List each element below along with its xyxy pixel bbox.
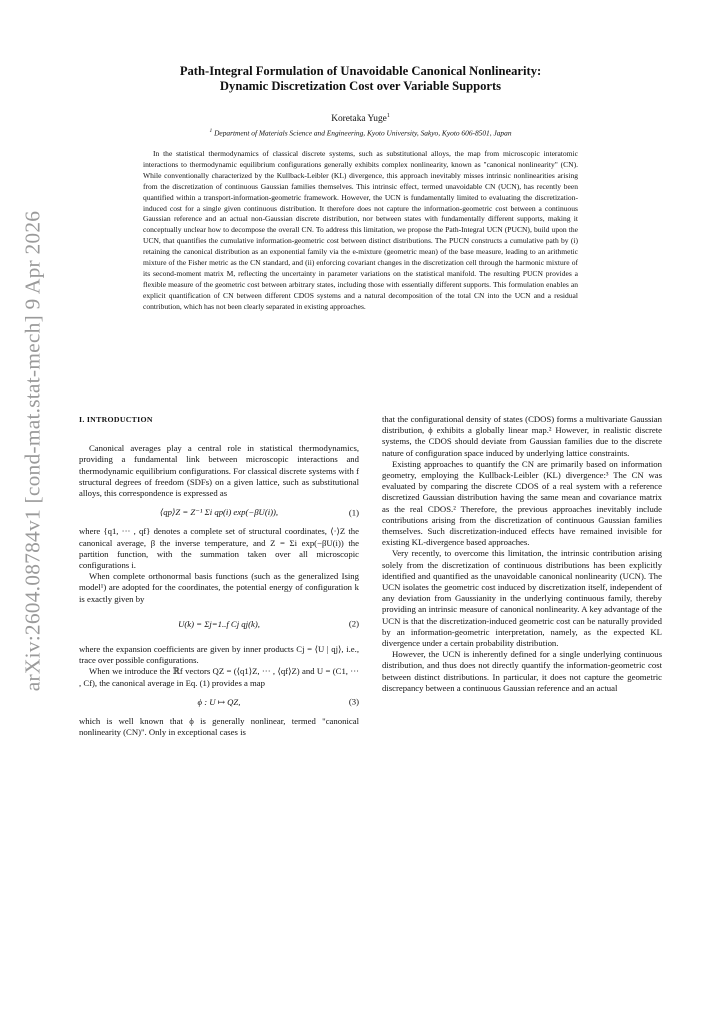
left-column <box>79 413 359 738</box>
paragraph: However, the UCN is inherently defined for a single underlying continuous distribution, and thus does not directly quantify the information-geometric cost between distinct distributions. In particular, it does not capture the geometric discrepancy between a continuous Gaussian reference and an actual <box>382 649 662 693</box>
paragraph: When we introduce the ℝf vectors QZ = (⟨q1⟩Z, ··· , ⟨qf⟩Z) and U = (C1, ··· , Cf), the canonical average in Eq. (1) provides a map <box>79 666 359 688</box>
arxiv-watermark: arXiv:2604.08784v1 [cond-mat.stat-mech] 9 Apr 2026 <box>20 210 45 692</box>
paragraph: where {q1, ··· , qf} denotes a complete set of structural coordinates, ⟨·⟩Z the canonical average, β the inverse temperature, and Z = Σi exp(−βU(i)) the partition function, with the summation taken over all microscopic configurations i. <box>79 526 359 571</box>
abstract: In the statistical thermodynamics of classical discrete systems, such as substitutional alloys, the map from microscopic interatomic interactions to thermodynamic equilibrium configurations generally exhibits complex nonlinearity, known as "canonical nonlinearity" (CN). While conventionally characterized by the Kullback-Leibler (KL) divergence, this approach inevitably misses intrinsic nonlinearities arising from the discretization of continuous Gaussian families themselves. This intrinsic effect, termed unavoidable CN (UCN), has recently been quantified within a transport-information-geometric framework. However, the UCN is fundamentally limited to evaluating the discretization-induced cost for a single given continuous distribution. It therefore does not capture the information-geometric cost between a continuous Gaussian reference and an actual non-Gaussian discrete distribution, nor between states with fundamentally different supports, making it conceptually unclear how to decompose the overall CN. To address this limitation, we propose the Path-Integral UCN (PUCN), build upon the UCN, that quantifies the cumulative information-geometric cost between distinct distributions. The PUCN constructs a cumulative path by (i) retaining the canonical distribution as an exponential family via the e-mixture (geometric mean) of the base measure, leading to an arithmetic mixture of the Fisher metric as the CN standard, and (ii) enforcing covariant changes in the discretization cell through the harmonic mixture of its second-moment matrix M, reflecting the uncertainty in parameter variations on the statistical manifold. The resulting PUCN provides a flexible measure of the geometric cost between arbitrary states, including those with essentially different supports. This formulation enables an explicit quantification of CN between different CDOS systems and a natural decomposition of the total CN into the UCN and a residual contribution, which has not been clearly separated in existing approaches. <box>143 149 578 311</box>
paragraph: that the configurational density of states (CDOS) forms a multivariate Gaussian distribution, ϕ exhibits a globally linear map.² However, in realistic discrete systems, the CDOS should deviate from Gaussian families due to the discrete nature of configuration space induced by underlying lattice constraints. <box>382 414 662 458</box>
paper-title <box>100 64 621 94</box>
paragraph: Very recently, to overcome this limitation, the intrinsic contribution arising solely from the discretization of continuous distributions has been explicitly identified and quantified as the unavoidable canonical nonlinearity (UCN). The UCN isolates the geometric cost induced by discretization itself, independent of any deviation from Gaussianity in the underlying continuous family, thereby providing an intrinsic measure of canonical nonlinearity. A key advantage of the UCN is that the discretization-induced geometric cost can be naturally provided by an information-geometric interpretation, namely, as the expected KL divergence under a certain probability distribution. <box>382 548 662 649</box>
section-heading: I. INTRODUCTION <box>79 415 153 424</box>
right-column <box>382 414 662 694</box>
paragraph: Canonical averages play a central role in statistical thermodynamics, providing a fundamental link between microscopic interactions and thermodynamic equilibrium configurations. For classical discrete systems with f structural degrees of freedom (SDFs) on a given lattice, such as substitutional alloys, this correspondence is expressed as <box>79 443 359 499</box>
author: Koretaka Yuge$^1$ <box>331 113 390 125</box>
equation-3: ϕ : U ↦ QZ, (3) <box>197 696 359 707</box>
title-line-1: Path-Integral Formulation of Unavoidable Canonical Nonlinearity: <box>179 64 542 78</box>
affiliation: $^1$ Department of Materials Science and Engineering, Kyoto University, Sakyo, Kyoto 606-8501, Japan <box>209 128 512 138</box>
paragraph: When complete orthonormal basis functions (such as the generalized Ising model¹) are adopted for the coordinates, the potential energy of configuration k is exactly given by <box>79 571 359 604</box>
equation-1: ⟨qp⟩Z = Z⁻¹ Σi qp(i) exp(−βU(i)), (1) <box>159 507 359 518</box>
paragraph: Existing approaches to quantify the CN are primarily based on information geometry, employing the Kullback-Leibler (KL) divergence:³ The CN was evaluated by comparing the discrete CDOS of a real system with a reference discretized Gaussian distribution having the same mean and covariance matrix as the real CDOS.² Therefore, the previous approaches inevitably include contributions arising from the discretization of continuous Gaussian families themselves. Such discretization-induced effects have remained invisible for existing KL-divergence based approaches. <box>382 458 662 548</box>
paragraph: where the expansion coefficients are given by inner products Cj = ⟨U | qj⟩, i.e., trace over possible configurations. <box>79 644 359 666</box>
title-line-2: Dynamic Discretization Cost over Variable Supports <box>219 79 502 93</box>
paragraph: which is well known that ϕ is generally nonlinear, termed "canonical nonlinearity (CN)". Only in exceptional cases is <box>79 716 359 738</box>
equation-2: U(k) = Σj=1..f Cj qj(k), (2) <box>178 618 359 629</box>
